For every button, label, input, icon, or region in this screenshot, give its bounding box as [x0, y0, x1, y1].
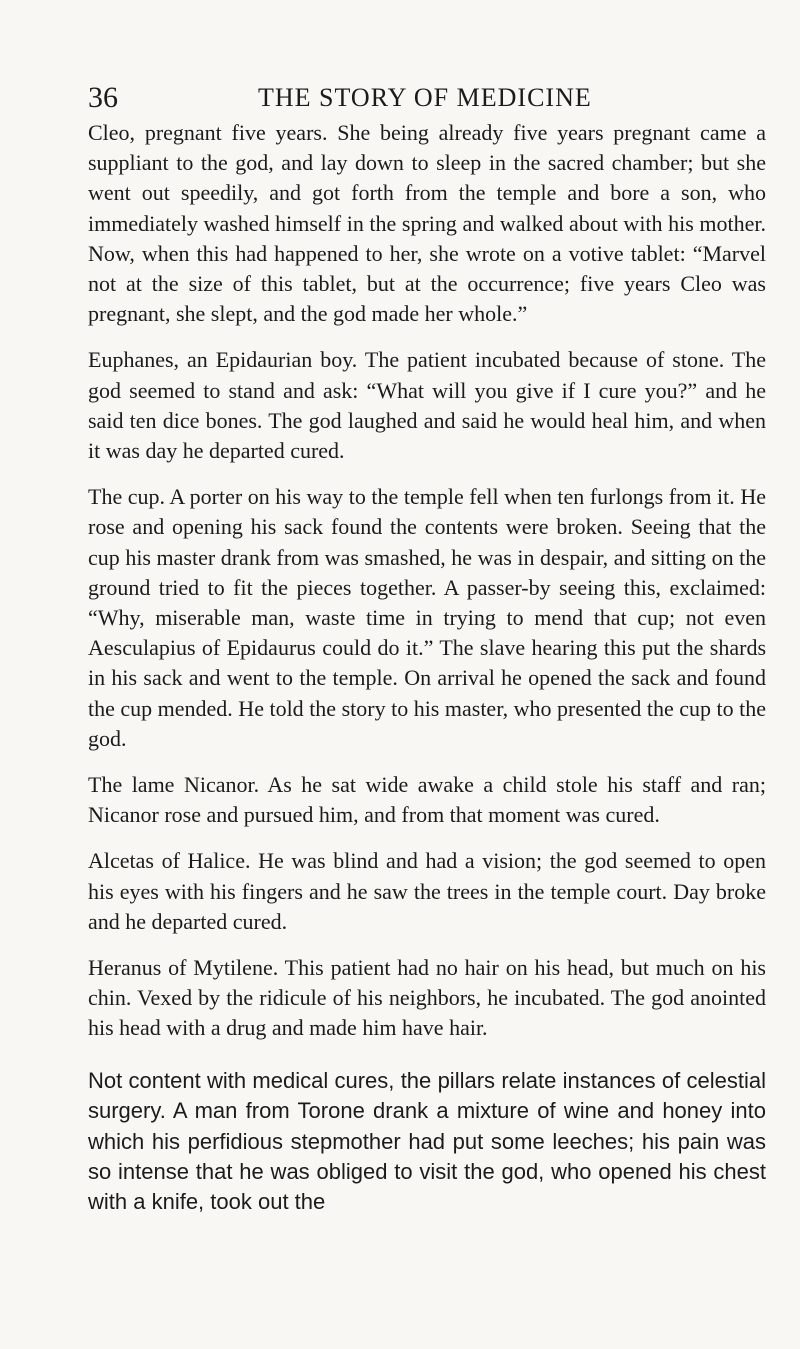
- page-number: 36: [88, 81, 118, 114]
- paragraph-nicanor: The lame Nicanor. As he sat wide awake a child stole his staff and ran; Nicanor rose and pursued him, and from that moment was cured.: [88, 772, 766, 828]
- paragraph-cup: The cup. A porter on his way to the temple fell when ten furlongs from it. He rose and opening his sack found the contents were broken. Seeing that the cup his master drank from was smashed, he was in despair, and sitting on the ground tried to fit the pieces together. A passer-by seeing this, exclaimed: “Why, miserable man, waste time in trying to mend that cup; not even Aesculapius of Epidaurus could do it.” The slave hearing this put the shards in his sack and went to the temple. On arrival he opened the sack and found the cup mended. He told the story to his master, who presented the cup to the god.: [88, 484, 766, 751]
- paragraph-euphanes: Euphanes, an Epidaurian boy. The patient incubated because of stone. The god seemed to stand and ask: “What will you give if I cure you?” and he said ten dice bones. The god laughed and said he would heal him, and when it was day he departed cured.: [88, 347, 766, 464]
- paragraph-cleo: Cleo, pregnant five years. She being already five years pregnant came a suppliant to the god, and lay down to sleep in the sacred chamber; but she went out speedily, and got forth from the temple and bore a son, who immediately washed himself in the spring and walked about with his mother. Now, when this had happened to her, she wrote on a votive tablet: “Marvel not at the size of this tablet, but at the occurrence; five years Cleo was pregnant, she slept, and the god made her whole.”: [88, 120, 766, 327]
- paragraph-celestial-surgery: Not content with medical cures, the pillars relate instances of celestial surgery. A man from Torone drank a mixture of wine and honey into which his perfidious stepmother had put some leeches; his pain was so intense that he was obliged to visit the god, who opened his chest with a knife, took out the: [88, 1067, 766, 1215]
- paragraph-heranus: Heranus of Mytilene. This patient had no hair on his head, but much on his chin. Vexed by the ridicule of his neighbors, he incubated. The god anointed his head with a drug and made him have hair.: [88, 955, 766, 1041]
- running-head: [88, 78, 760, 118]
- body-text: [88, 118, 766, 1218]
- chapter-title: THE STORY OF MEDICINE: [258, 83, 592, 112]
- paragraph-alcetas: Alcetas of Halice. He was blind and had a vision; the god seemed to open his eyes with his fingers and he saw the trees in the temple court. Day broke and he departed cured.: [88, 848, 766, 934]
